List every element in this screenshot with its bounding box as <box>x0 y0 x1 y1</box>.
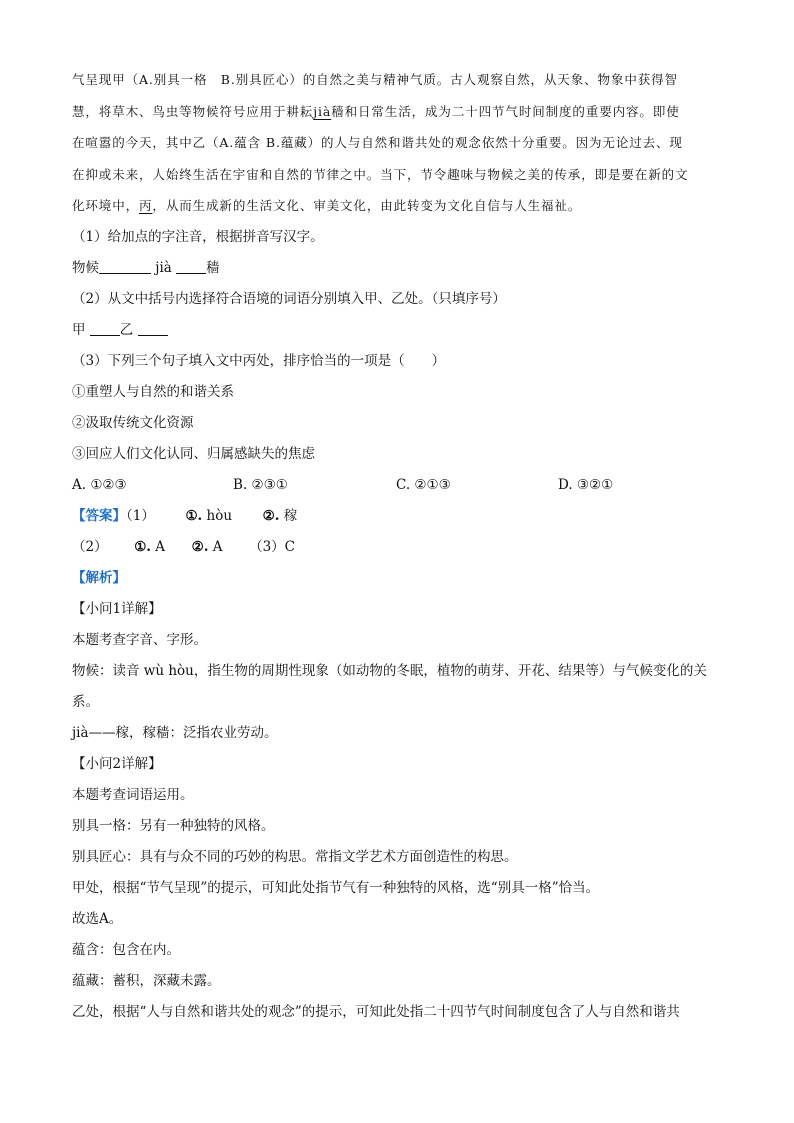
question-text: （2）从文中括号内选择符合语境的词语分别填入甲、乙处。（只填序号） <box>72 290 506 307</box>
analysis-text: jià——稼，稼穑：泛指农业劳动。 <box>72 724 278 741</box>
answer-blank <box>138 321 168 336</box>
question-text: （1）给加点的字注音，根据拼音写汉字。 <box>72 228 324 245</box>
sentence-item <box>72 439 732 470</box>
sentence-text: ①重塑人与自然的和谐关系 <box>72 383 234 400</box>
question-3-prompt <box>72 346 732 377</box>
analysis-text: 别具匠心：具有与众不同的巧妙的构思。常指文学艺术方面创造性的构思。 <box>72 848 518 865</box>
analysis-line <box>72 904 732 935</box>
analysis-tag: 【解析】 <box>72 569 126 586</box>
answer-value: A <box>155 538 166 555</box>
answer-row-1 <box>72 501 732 532</box>
question-1-fill <box>72 253 732 284</box>
passage-line <box>72 190 732 222</box>
fill-word: 穑 <box>206 259 220 276</box>
answer-index: ①. <box>185 507 203 524</box>
answer-row-2 <box>72 532 732 563</box>
sub-heading-text: 【小问1详解】 <box>72 600 162 617</box>
passage-text: 慧，将草木、鸟虫等物候符号应用于耕耘 <box>72 103 314 119</box>
sub-heading <box>72 749 732 780</box>
analysis-text: 故选A。 <box>72 910 123 927</box>
answer-part: （3）C <box>249 538 296 555</box>
sentence-item <box>72 377 732 408</box>
sub-heading <box>72 594 732 625</box>
answer-value: 稼 <box>283 507 298 524</box>
analysis-text: 别具一格：另有一种独特的风格。 <box>72 817 275 834</box>
analysis-text: 蕴藏：蓄积，深藏未露。 <box>72 972 221 989</box>
analysis-heading <box>72 563 732 594</box>
analysis-line <box>72 780 732 811</box>
question-2-prompt <box>72 284 732 315</box>
pinyin-blank: jià <box>313 103 332 119</box>
passage-text: 化环境中， <box>72 198 140 213</box>
analysis-text: 物候：读音 wù hòu，指生物的周期性现象（如动物的冬眠，植物的萌芽、开花、结果等）与气候变化的关 <box>72 662 707 679</box>
sentence-text: ②汲取传统文化资源 <box>72 414 194 431</box>
answer-tag: 【答案】 <box>72 507 126 524</box>
answer-index: ②. <box>191 538 209 555</box>
passage-text: ，从而生成新的生活文化、审美文化，由此转变为文化自信与人生福祉。 <box>152 198 582 213</box>
analysis-text: 系。 <box>72 693 99 710</box>
fill-label: 乙 <box>119 321 134 338</box>
analysis-line <box>72 997 732 1028</box>
analysis-line <box>72 935 732 966</box>
passage-line <box>72 159 732 191</box>
analysis-line <box>72 625 732 656</box>
passage-text: 在喧嚣的今天，其中乙（A.蕴含 B.蕴藏）的人与自然和谐共处的观念依然十分重要。因为无论过去、现 <box>72 135 683 150</box>
analysis-line <box>72 873 732 904</box>
analysis-line <box>72 718 732 749</box>
analysis-text: 甲处，根据“节气呈现”的提示，可知此处指节气有一种独特的风格，选“别具一格”恰当。 <box>72 879 600 896</box>
passage-line <box>72 96 732 128</box>
analysis-text: 蕴含：包含在内。 <box>72 941 180 958</box>
fill-word: 物候 <box>72 259 99 276</box>
answer-part: （1） <box>126 507 155 524</box>
option-d: D. ③②① <box>558 476 614 493</box>
analysis-text: 本题考查词语运用。 <box>72 786 194 803</box>
passage-text: 穑和日常生活，成为二十四节气时间制度的重要内容。即使 <box>331 103 680 119</box>
passage-line <box>72 127 732 159</box>
document-content <box>72 64 732 1028</box>
answer-index: ②. <box>262 507 280 524</box>
fill-label: 甲 <box>72 321 86 338</box>
analysis-line <box>72 687 732 718</box>
analysis-text: 本题考查字音、字形。 <box>72 631 207 648</box>
sentence-item <box>72 408 732 439</box>
question-text: （3）下列三个句子填入文中丙处，排序恰当的一项是（ ） <box>72 352 446 369</box>
passage-line <box>72 64 732 96</box>
sentence-text: ③回应人们文化认同、归属感缺失的焦虑 <box>72 445 315 462</box>
question-1-prompt <box>72 222 732 253</box>
answer-part: （2） <box>72 538 108 555</box>
analysis-line <box>72 811 732 842</box>
analysis-line <box>72 656 732 687</box>
sub-heading-text: 【小问2详解】 <box>72 755 162 772</box>
answer-blank <box>176 259 206 274</box>
answer-blank <box>90 321 120 336</box>
analysis-line <box>72 966 732 997</box>
passage-text: 在抑或未来，人始终生活在宇宙和自然的节律之中。当下，节令趣味与物候之美的传承，即是要在新的文 <box>72 166 689 182</box>
answer-index: ①. <box>134 538 151 555</box>
answer-blank <box>99 259 151 274</box>
passage-text: 气呈现甲（A.别具一格 B.别具匠心）的自然之美与精神气质。古人观察自然，从天象、物象中获得智 <box>72 72 678 87</box>
fill-pinyin: jià <box>155 259 172 276</box>
analysis-text: 乙处，根据“人与自然和谐共处的观念”的提示，可知此处指二十四节气时间制度包含了人与自然和谐共 <box>72 1003 680 1020</box>
options-row <box>72 470 732 501</box>
option-b: B. ②③① <box>233 476 288 493</box>
option-a: A. ①②③ <box>72 476 127 493</box>
question-2-fill <box>72 315 732 346</box>
bing-marker: 丙 <box>139 198 153 213</box>
answer-value: A <box>212 538 223 555</box>
option-c: C. ②①③ <box>396 476 451 493</box>
analysis-line <box>72 842 732 873</box>
answer-value: hòu <box>206 507 233 524</box>
